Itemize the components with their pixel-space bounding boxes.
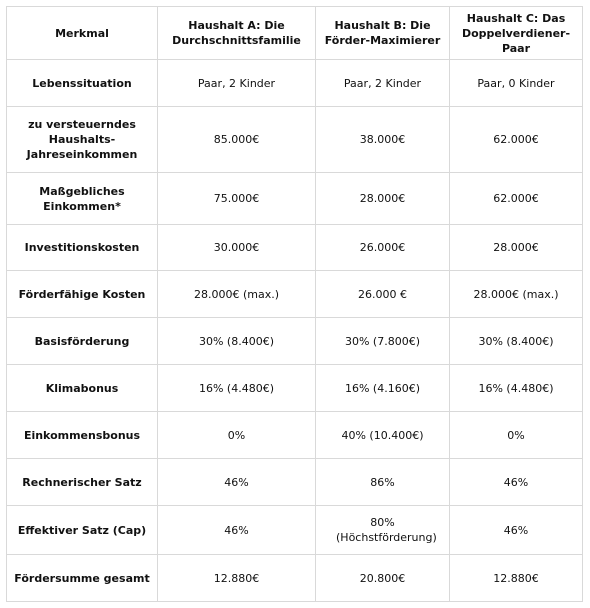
cell-haushalt-c: 16% (4.480€)	[450, 365, 583, 412]
row-label: Basisförderung	[7, 318, 158, 365]
cell-haushalt-c: 28.000€	[450, 225, 583, 271]
cell-haushalt-c: 62.000€	[450, 173, 583, 225]
cell-haushalt-b: 86%	[316, 459, 450, 506]
row-label: Effektiver Satz (Cap)	[7, 506, 158, 555]
cell-haushalt-a: 85.000€	[158, 107, 316, 173]
row-label: Investitionskosten	[7, 225, 158, 271]
cell-haushalt-a: 30.000€	[158, 225, 316, 271]
cell-haushalt-a: 12.880€	[158, 555, 316, 602]
header-haushalt-a: Haushalt A: Die Durchschnittsfamilie	[158, 7, 316, 60]
table-row	[7, 365, 583, 412]
row-label: Maßgebliches Einkommen*	[7, 173, 158, 225]
table-row	[7, 107, 583, 173]
header-merkmal: Merkmal	[7, 7, 158, 60]
table-header-row	[7, 7, 583, 60]
cell-haushalt-b: 28.000€	[316, 173, 450, 225]
cell-haushalt-b: 26.000 €	[316, 271, 450, 318]
cell-haushalt-b: 30% (7.800€)	[316, 318, 450, 365]
cell-haushalt-b: 20.800€	[316, 555, 450, 602]
cell-haushalt-c: 0%	[450, 412, 583, 459]
cell-haushalt-a: 0%	[158, 412, 316, 459]
cell-haushalt-a: 16% (4.480€)	[158, 365, 316, 412]
table-row	[7, 506, 583, 555]
cell-haushalt-c: Paar, 0 Kinder	[450, 60, 583, 107]
comparison-table	[6, 6, 583, 602]
table-row	[7, 173, 583, 225]
cell-haushalt-b: 16% (4.160€)	[316, 365, 450, 412]
cell-haushalt-b: 38.000€	[316, 107, 450, 173]
cell-haushalt-a: 75.000€	[158, 173, 316, 225]
cell-haushalt-a: 46%	[158, 459, 316, 506]
cell-haushalt-c: 62.000€	[450, 107, 583, 173]
row-label: zu versteuerndes Haushalts-Jahreseinkommen	[7, 107, 158, 173]
comparison-table-container	[6, 6, 583, 602]
table-row	[7, 60, 583, 107]
cell-haushalt-b: 80% (Höchstförderung)	[316, 506, 450, 555]
table-row	[7, 318, 583, 365]
table-row	[7, 225, 583, 271]
cell-haushalt-c: 30% (8.400€)	[450, 318, 583, 365]
header-haushalt-b: Haushalt B: Die Förder-Maximierer	[316, 7, 450, 60]
cell-haushalt-a: 30% (8.400€)	[158, 318, 316, 365]
table-row	[7, 412, 583, 459]
table-row	[7, 459, 583, 506]
header-haushalt-c: Haushalt C: Das Doppelverdiener-Paar	[450, 7, 583, 60]
cell-haushalt-b: 26.000€	[316, 225, 450, 271]
table-row	[7, 271, 583, 318]
row-label: Klimabonus	[7, 365, 158, 412]
cell-haushalt-c: 46%	[450, 506, 583, 555]
cell-haushalt-c: 46%	[450, 459, 583, 506]
row-label: Lebenssituation	[7, 60, 158, 107]
row-label: Rechnerischer Satz	[7, 459, 158, 506]
cell-haushalt-a: 28.000€ (max.)	[158, 271, 316, 318]
cell-haushalt-c: 12.880€	[450, 555, 583, 602]
cell-haushalt-b: 40% (10.400€)	[316, 412, 450, 459]
table-row	[7, 555, 583, 602]
cell-haushalt-a: Paar, 2 Kinder	[158, 60, 316, 107]
row-label: Einkommensbonus	[7, 412, 158, 459]
row-label: Fördersumme gesamt	[7, 555, 158, 602]
cell-haushalt-c: 28.000€ (max.)	[450, 271, 583, 318]
row-label: Förderfähige Kosten	[7, 271, 158, 318]
cell-haushalt-a: 46%	[158, 506, 316, 555]
cell-haushalt-b: Paar, 2 Kinder	[316, 60, 450, 107]
